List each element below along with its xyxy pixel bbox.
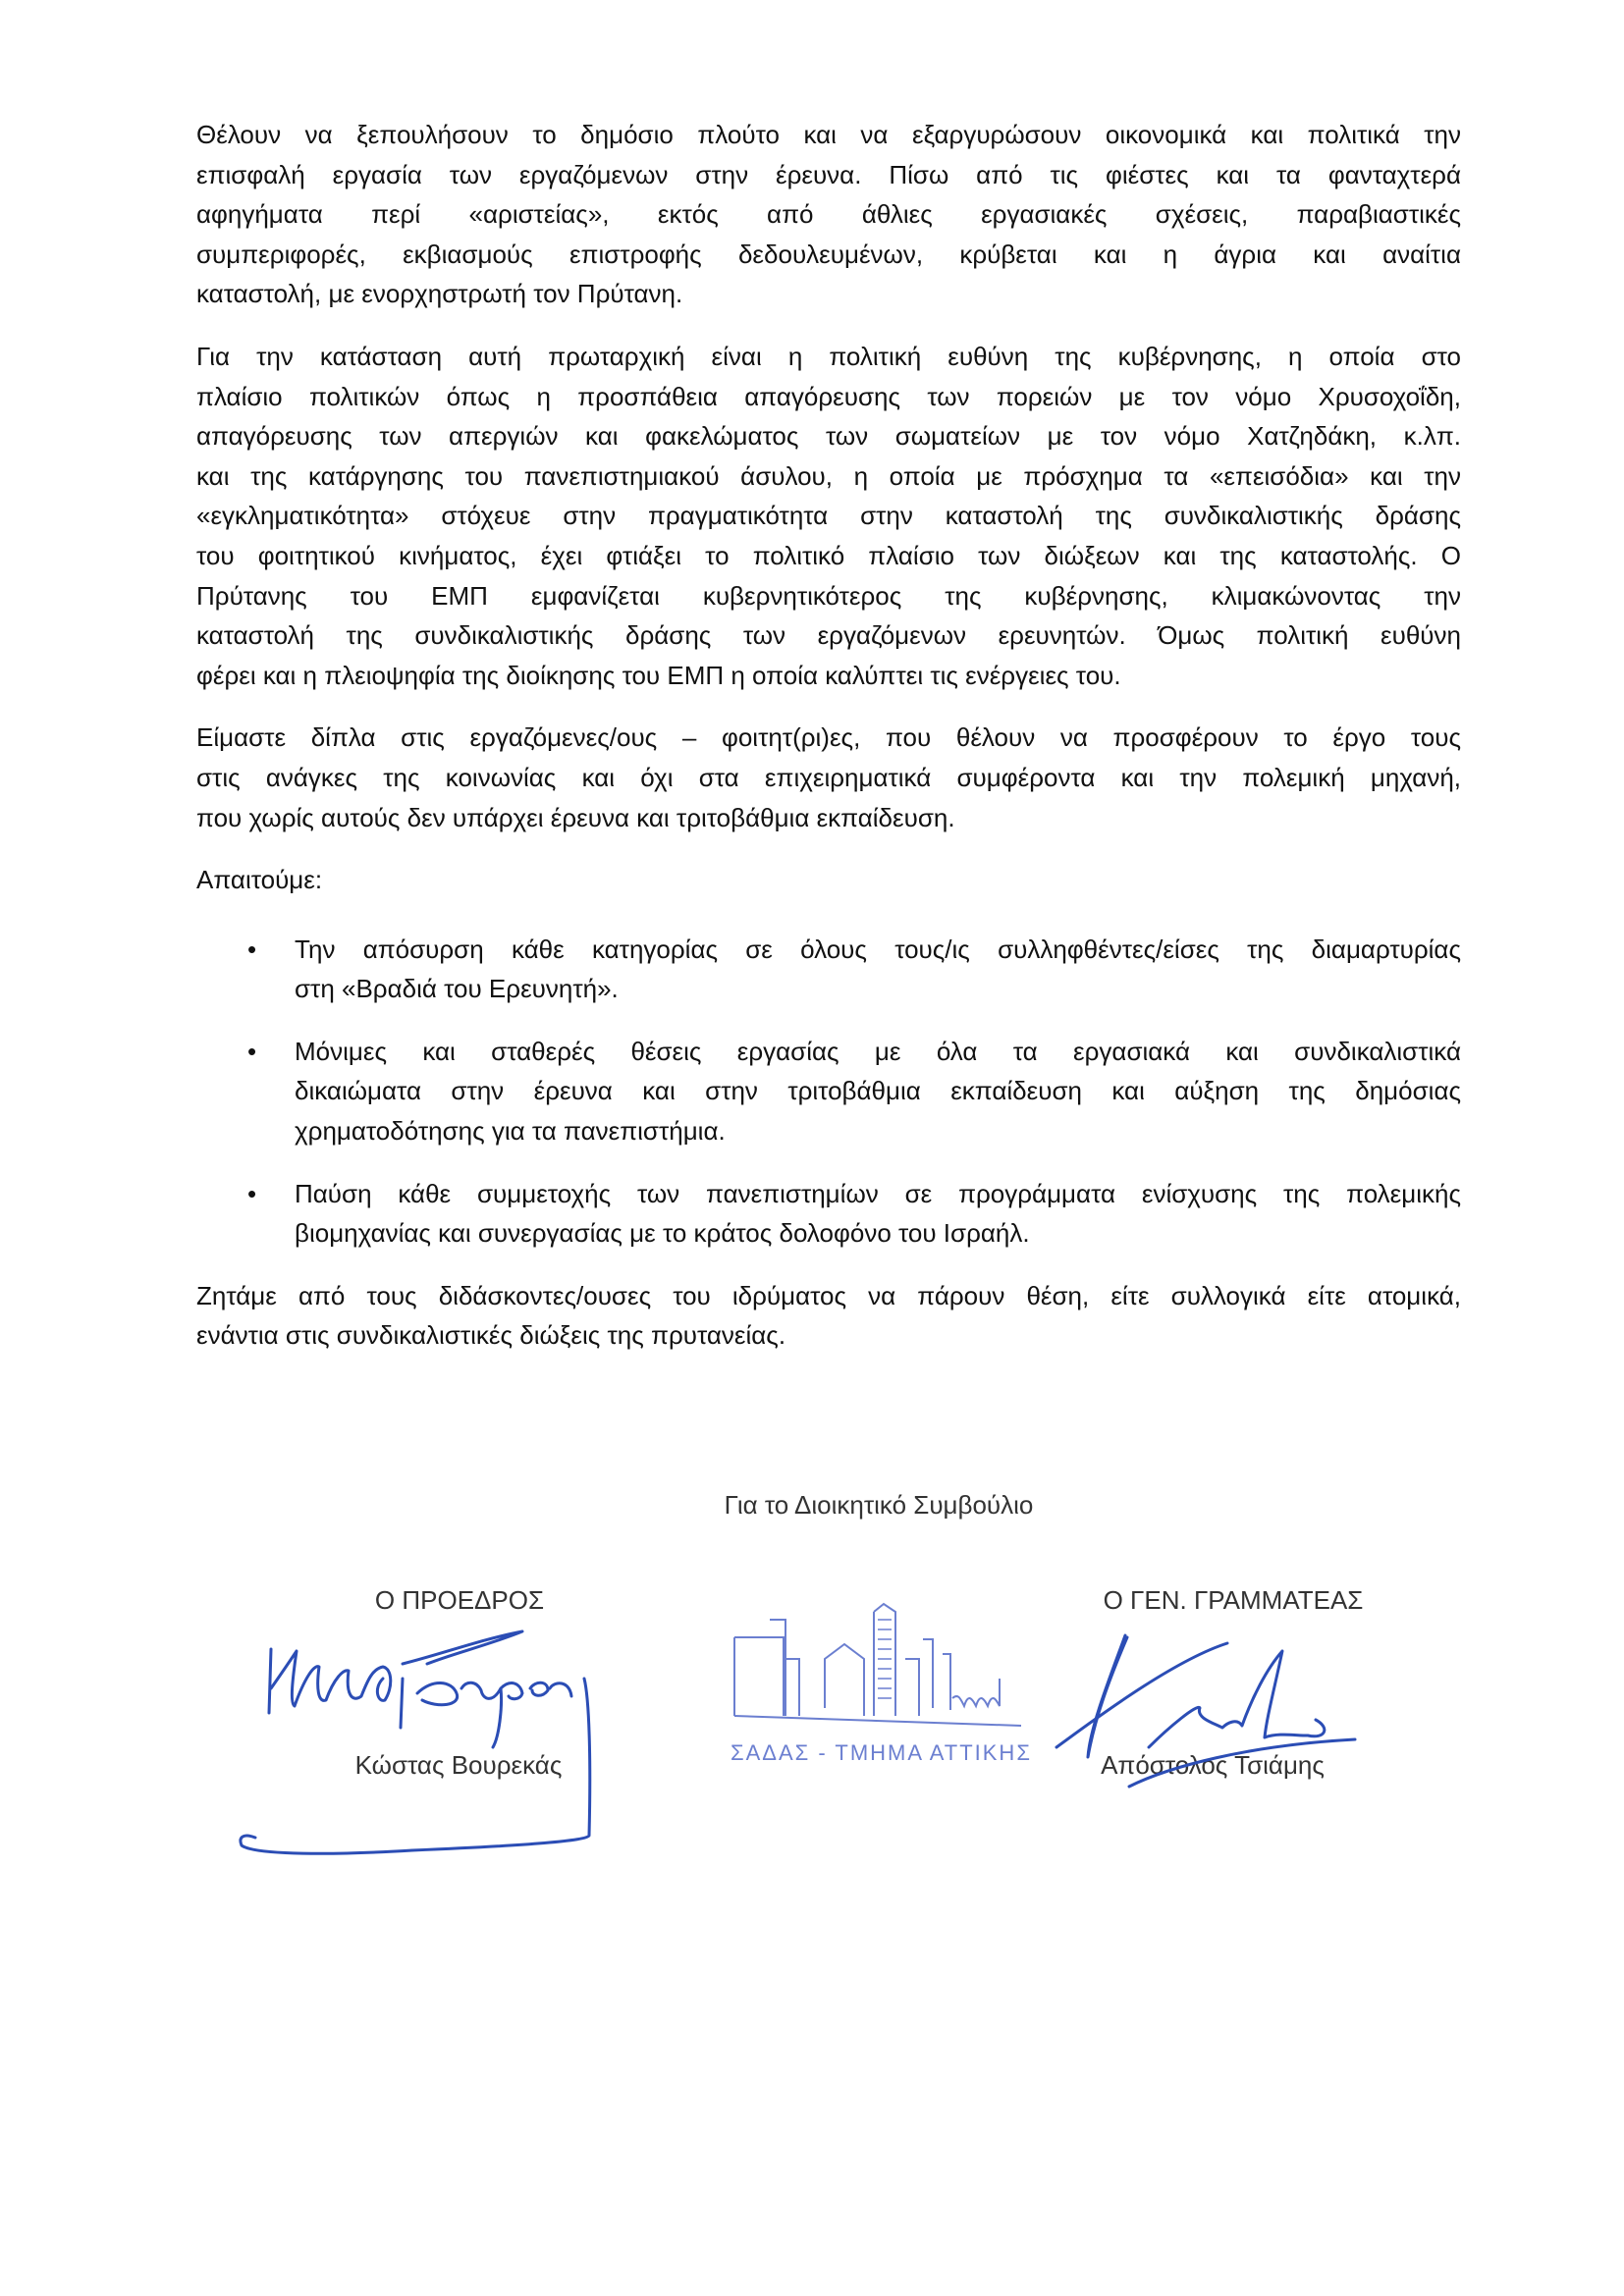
text-line: Είμαστε δίπλα στις εργαζόμενες/ους – φοιτητ(ρι)ες, που θέλουν να προσφέρουν το έργο τους — [196, 722, 1461, 753]
text-line: Θέλουν να ξεπουλήσουν το δημόσιο πλούτο και να εξαργυρώσουν οικονομικά και πολιτικά την — [196, 120, 1461, 149]
text-line: δικαιώματα στην έρευνα και στην τριτοβάθμια εκπαίδευση και αύξηση της δημόσιας — [295, 1076, 1461, 1106]
text-line: και της κατάργησης του πανεπιστημιακού άσυλου, η οποία με πρόσχημα τα «επεισόδια» και την — [196, 460, 1461, 491]
demand-item — [196, 930, 1461, 1009]
bullet-icon: • — [247, 1178, 257, 1208]
organization-stamp-logo — [727, 1600, 1051, 1777]
text-line: Πρύτανης του ΕΜΠ εμφανίζεται κυβερνητικότερος της κυβέρνησης, κλιμακώνοντας την — [196, 580, 1461, 611]
president-name: Κώστας Βουρεκάς — [354, 1750, 563, 1780]
paragraph — [196, 115, 1461, 314]
paragraph — [196, 337, 1461, 695]
demand-item — [196, 1032, 1461, 1151]
president-signature — [236, 1610, 707, 1865]
text-line: στις ανάγκες της κοινωνίας και όχι στα επιχειρηματικά συμφέροντα και την πολεμική μηχανή, — [196, 762, 1461, 792]
text-line: καταστολή, με ενορχηστρωτή τον Πρύτανη. — [196, 279, 683, 309]
demands-intro: Απαιτούμε: — [196, 865, 323, 895]
demands-list — [196, 930, 1461, 1254]
text-line: στη «Βραδιά του Ερευνητή». — [295, 974, 619, 1004]
secretary-title: Ο ΓΕΝ. ΓΡΑΜΜΑΤΕΑΣ — [1103, 1585, 1364, 1615]
closing-paragraph — [196, 1276, 1461, 1356]
on-behalf-label: Για το Διοικητικό Συμβούλιο — [724, 1490, 1034, 1520]
bullet-icon: • — [247, 1036, 257, 1066]
text-line: του φοιτητικού κινήματος, έχει φτιάξει το πολιτικό πλαίσιο των διώξεων και της καταστολής. Ο — [196, 540, 1461, 570]
president-title: Ο ΠΡΟΕΔΡΟΣ — [374, 1585, 545, 1615]
demand-item — [196, 1174, 1461, 1254]
secretary-signature — [1051, 1629, 1375, 1796]
text-line: Παύση κάθε συμμετοχής των πανεπιστημίων σε προγράμματα ενίσχυσης της πολεμικής — [295, 1178, 1461, 1208]
text-line: απαγόρευσης των απεργιών και φακελώματος των σωματείων με τον νόμο Χατζηδάκη, κ.λπ. — [196, 421, 1461, 452]
secretary-name: Απόστολος Τσιάμης — [1101, 1750, 1325, 1780]
text-line: καταστολή της συνδικαλιστικής δράσης των εργαζόμενων ερευνητών. Όμως πολιτική ευθύνη — [196, 620, 1461, 651]
text-line: που χωρίς αυτούς δεν υπάρχει έρευνα και τριτοβάθμια εκπαίδευση. — [196, 802, 955, 832]
text-line: βιομηχανίας και συνεργασίας με το κράτος δολοφόνο του Ισραήλ. — [295, 1218, 1030, 1249]
text-line: πλαίσιο πολιτικών όπως η προσπάθεια απαγόρευσης των πορειών με τον νόμο Χρυσοχοΐδη, — [196, 381, 1461, 411]
text-line: αφηγήματα περί «αριστείας», εκτός από άθλιες εργασιακές σχέσεις, παραβιαστικές — [196, 199, 1461, 230]
text-line: Την απόσυρση κάθε κατηγορίας σε όλους τους/ις συλληφθέντες/είσες της διαμαρτυρίας — [295, 934, 1461, 964]
text-line: χρηματοδότησης για τα πανεπιστήμια. — [295, 1116, 726, 1147]
text-line: «εγκληματικότητα» στόχευε στην πραγματικότητα στην καταστολή της συνδικαλιστικής δράσης — [196, 501, 1461, 531]
text-line: επισφαλή εργασία των εργαζόμενων στην έρευνα. Πίσω από τις φιέστες και τα φανταχτερά — [196, 159, 1461, 189]
text-line: Μόνιμες και σταθερές θέσεις εργασίας με όλα τα εργασιακά και συνδικαλιστικά — [295, 1036, 1461, 1066]
text-line: Ζητάμε από τους διδάσκοντες/ουσες του ιδρύματος να πάρουν θέση, είτε συλλογικά είτε ατομικά, — [196, 1280, 1461, 1310]
letter-body — [196, 115, 1461, 1378]
bullet-icon: • — [247, 934, 257, 964]
text-line: φέρει και η πλειοψηφία της διοίκησης του ΕΜΠ η οποία καλύπτει τις ενέργειες του. — [196, 660, 1121, 690]
text-line: συμπεριφορές, εκβιασμούς επιστροφής δεδουλευμένων, κρύβεται και η άγρια και αναίτια — [196, 239, 1461, 269]
paragraph — [196, 718, 1461, 837]
text-line: ενάντια στις συνδικαλιστικές διώξεις της πρυτανείας. — [196, 1320, 786, 1351]
text-line: Για την κατάσταση αυτή πρωταρχική είναι η πολιτική ευθύνη της κυβέρνησης, η οποία στο — [196, 341, 1461, 371]
stamp-text: ΣΑΔΑΣ - ΤΜΗΜΑ ΑΤΤΙΚΗΣ — [731, 1740, 1032, 1765]
